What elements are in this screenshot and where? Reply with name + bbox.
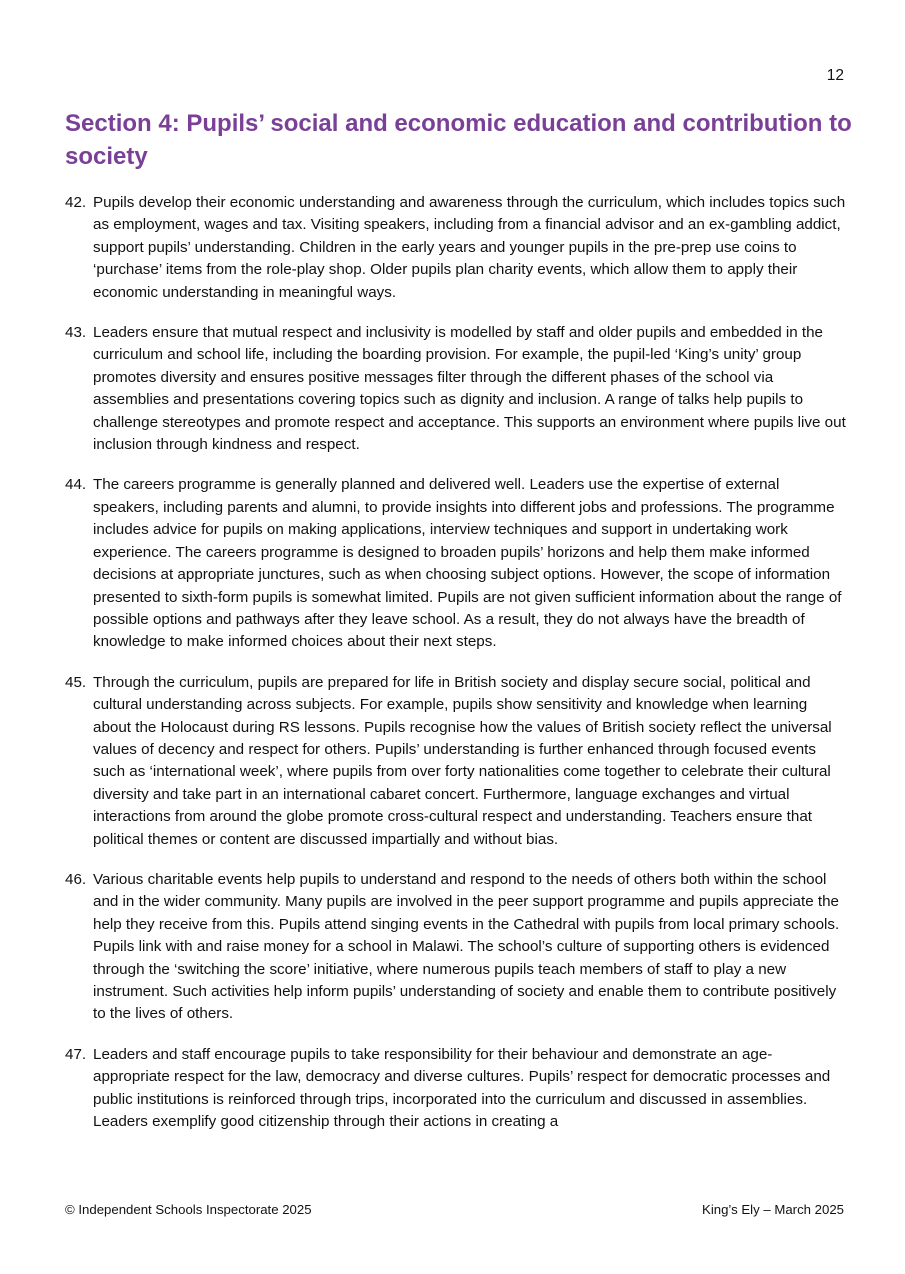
- paragraph-46: [65, 869, 847, 1026]
- footer-school-date: King’s Ely – March 2025: [702, 1202, 844, 1217]
- paragraph-list: [65, 192, 847, 1151]
- paragraph-44: [65, 474, 847, 653]
- paragraph-text: Leaders and staff encourage pupils to take responsibility for their behaviour and demonstrate an age-appropriate respect for the law, democracy and diverse cultures. Pupils’ respect for democratic processes and public institutions is reinforced through trips, incorporated into the curriculum and discussed in assemblies. Leaders exemplify good citizenship through their actions in creating a: [93, 1045, 831, 1131]
- paragraph-number: 43.: [65, 324, 87, 342]
- footer-copyright: © Independent Schools Inspectorate 2025: [65, 1202, 312, 1217]
- paragraph-text: Through the curriculum, pupils are prepared for life in British society and display secure social, political and cultural understanding across subjects. For example, pupils show sensitivity and knowledge when learning about the Holocaust during RS lessons. Pupils recognise how the values of British society reflect the universal values of decency and respect for others. Pupils’ understanding is further enhanced through focused events such as ‘international week’, where pupils from over forty nationalities come together to celebrate their cultural diversity and take part in an international cabaret concert. Furthermore, language exchanges and virtual interactions from around the globe promote cross-cultural respect and understanding. Teachers ensure that political themes or content are discussed impartially and without bias.: [93, 673, 832, 848]
- paragraph-number: 45.: [65, 673, 87, 691]
- paragraph-text: Various charitable events help pupils to understand and respond to the needs of others both within the school and in the wider community. Many pupils are involved in the peer support programme and pupils appreciate the help they receive from this. Pupils attend singing events in the Cathedral with pupils from local primary schools. Pupils link with and raise money for a school in Malawi. The school’s culture of supporting others is evidenced through the ‘switching the score’ initiative, where numerous pupils teach members of staff to play a new instrument. Such activities help inform pupils’ understanding of society and enable them to contribute positively to the lives of others.: [93, 870, 840, 1023]
- paragraph-45: [65, 672, 847, 851]
- paragraph-text: Leaders ensure that mutual respect and inclusivity is modelled by staff and older pupils and embedded in the curriculum and school life, including the boarding provision. For example, the pupil-led ‘King’s unity’ group promotes diversity and ensures positive messages filter through the different phases of the school via assemblies and presentations covering topics such as dignity and inclusion. A range of talks help pupils to challenge stereotypes and promote respect and acceptance. This supports an environment where pupils live out inclusion through kindness and respect.: [93, 324, 846, 454]
- paragraph-text: Pupils develop their economic understanding and awareness through the curriculum, which includes topics such as employment, wages and tax. Visiting speakers, including from a financial advisor and an ex-gambling addict, support pupils’ understanding. Children in the early years and younger pupils in the pre-prep use coins to ‘purchase’ items from the role-play shop. Older pupils plan charity events, which allow them to apply their economic understanding in meaningful ways.: [93, 194, 846, 301]
- paragraph-number: 47.: [65, 1045, 87, 1063]
- page-number: 12: [826, 67, 844, 84]
- paragraph-42: [65, 192, 847, 304]
- section-title: Section 4: Pupils’ social and economic education and contribution to society: [65, 110, 852, 170]
- paragraph-number: 46.: [65, 870, 87, 888]
- paragraph-text: The careers programme is generally planned and delivered well. Leaders use the expertise of external speakers, including parents and alumni, to provide insights into different jobs and professions. The programme includes advice for pupils on making applications, interview techniques and support in undertaking work experience. The careers programme is designed to broaden pupils’ horizons and help them make informed decisions at appropriate junctures, such as when choosing subject options. However, the scope of information presented to sixth-form pupils is somewhat limited. Pupils are not given sufficient information about the range of possible options and pathways after they leave school. As a result, they do not always have the breadth of knowledge to make informed choices about their next steps.: [93, 476, 842, 651]
- paragraph-number: 42.: [65, 194, 87, 211]
- paragraph-47: [65, 1044, 847, 1134]
- paragraph-number: 44.: [65, 476, 87, 494]
- paragraph-43: [65, 322, 847, 456]
